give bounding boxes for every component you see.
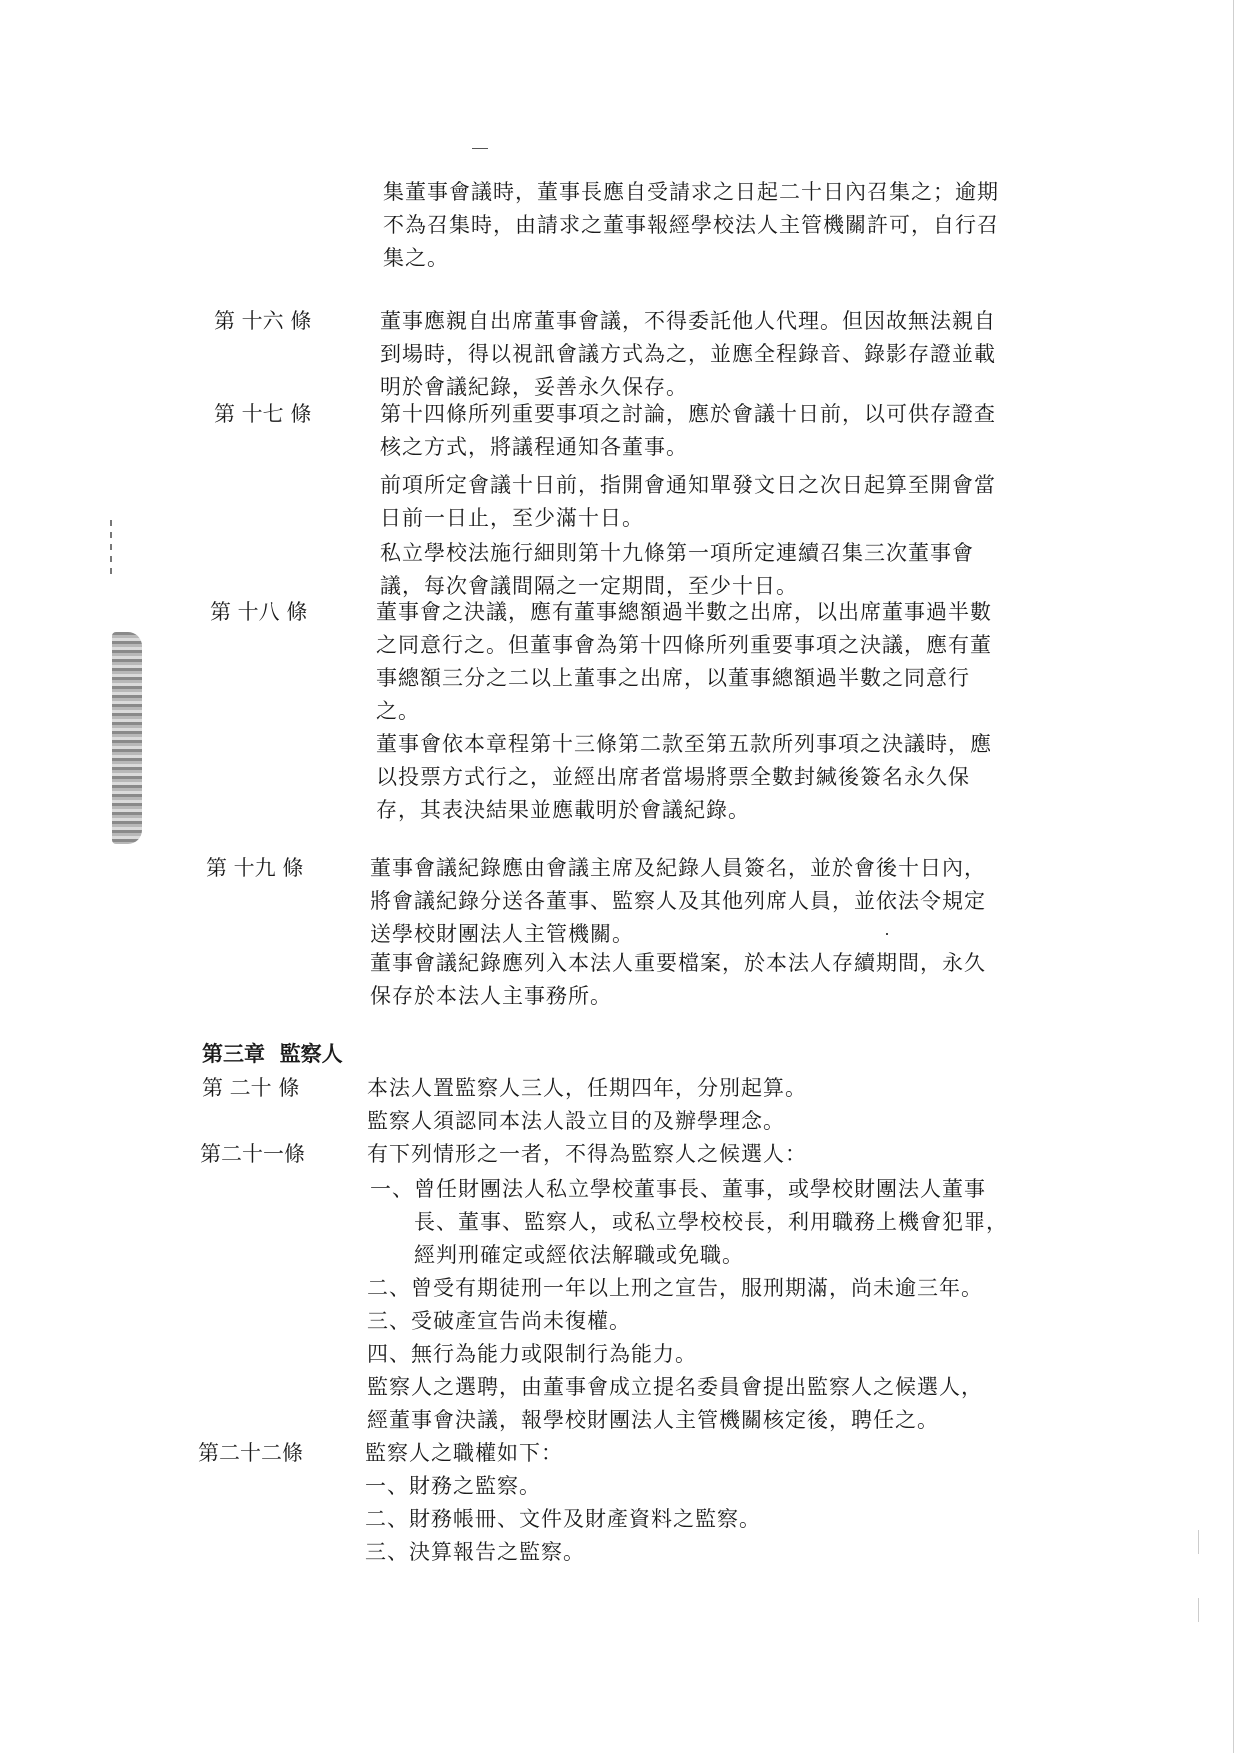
text-line: 第十四條所列重要事項之討論，應於會議十日前，以可供存證查 — [380, 402, 996, 426]
edge-tick-mark — [1198, 1598, 1199, 1622]
article-19-para-1 — [370, 852, 986, 951]
article-18-para-2 — [376, 728, 992, 827]
chapter-heading: 第三章 監察人 — [202, 1041, 343, 1066]
article-21-item-3: 三、受破產宣告尚未復權。 — [367, 1309, 631, 1333]
article-22-body — [365, 1437, 761, 1569]
text-line: 監察人須認同本法人設立目的及辦學理念。 — [367, 1109, 785, 1133]
text-line: 董事會之決議，應有董事總額過半數之出席，以出席董事過半數 — [376, 600, 992, 624]
article-16-body — [380, 305, 996, 404]
text-line: 以投票方式行之，並經出席者當場將票全數封緘後簽名永久保 — [376, 765, 970, 789]
article-21-item-2: 二、曾受有期徒刑一年以上刑之宣告，服刑期滿，尚未逾三年。 — [367, 1276, 983, 1300]
text-line: 議，每次會議間隔之一定期間，至少十日。 — [380, 574, 798, 598]
list-item: 一、財務之監察。 — [365, 1474, 541, 1498]
text-line: 將會議紀錄分送各董事、監察人及其他列席人員，並依法令規定 — [370, 889, 986, 913]
intro-paragraph — [383, 176, 999, 275]
text-line: 日前一日止，至少滿十日。 — [380, 506, 644, 530]
text-line: 董事應親自出席董事會議，不得委託他人代理。但因故無法親自 — [380, 309, 996, 333]
article-21-item-1-continued — [414, 1206, 1008, 1272]
text-line: 集之。 — [383, 246, 449, 270]
text-line: 董事會議紀錄應由會議主席及紀錄人員簽名，並於會後十日內， — [370, 856, 986, 880]
text-line: 董事會依本章程第十三條第二款至第五款所列事項之決議時，應 — [376, 732, 992, 756]
article-22-label: 第二十二條 — [198, 1441, 303, 1465]
binding-dash-mark — [110, 520, 112, 578]
article-21-closing — [367, 1371, 983, 1437]
article-21-item-1: 一、曾任財團法人私立學校董事長、董事，或學校財團法人董事 — [370, 1177, 986, 1201]
text-line: 本法人置監察人三人，任期四年，分別起算。 — [367, 1076, 807, 1100]
text-line: 董事會議紀錄應列入本法人重要檔案，於本法人存續期間，永久 — [370, 951, 986, 975]
article-16-label: 第 十六 條 — [214, 309, 312, 333]
text-line: 經判刑確定或經依法解職或免職。 — [414, 1243, 744, 1267]
article-21-label: 第二十一條 — [200, 1142, 305, 1166]
article-21-intro: 有下列情形之一者，不得為監察人之候選人： — [367, 1142, 807, 1166]
text-line: 集董事會議時，董事長應自受請求之日起二十日內召集之；逾期 — [383, 180, 999, 204]
article-21-item-4: 四、無行為能力或限制行為能力。 — [367, 1342, 697, 1366]
text-line: 事總額三分之二以上董事之出席，以董事總額過半數之同意行 — [376, 666, 970, 690]
article-17-para-1 — [380, 398, 996, 464]
text-line: 存，其表決結果並應載明於會議紀錄。 — [376, 798, 750, 822]
text-line: 保存於本法人主事務所。 — [370, 984, 612, 1008]
text-line: 之。 — [376, 699, 420, 723]
list-item: 三、決算報告之監察。 — [365, 1540, 585, 1564]
text-line: 前項所定會議十日前，指開會通知單發文日之次日起算至開會當 — [380, 473, 996, 497]
text-line: 經董事會決議，報學校財團法人主管機關核定後，聘任之。 — [367, 1408, 939, 1432]
binding-stamp-mark — [112, 632, 142, 844]
text-line: 不為召集時，由請求之董事報經學校法人主管機關許可，自行召 — [383, 213, 999, 237]
article-18-para-1 — [376, 596, 992, 728]
text-line: 監察人之職權如下： — [365, 1441, 563, 1465]
article-18-label: 第 十八 條 — [210, 600, 308, 624]
scan-mark — [472, 148, 488, 149]
list-item: 二、財務帳冊、文件及財產資料之監察。 — [365, 1507, 761, 1531]
article-20-label: 第 二十 條 — [202, 1076, 300, 1100]
article-20-body — [367, 1072, 807, 1138]
article-19-label: 第 十九 條 — [206, 856, 304, 880]
edge-tick-mark — [1198, 1530, 1199, 1554]
text-line: 明於會議紀錄，妥善永久保存。 — [380, 375, 688, 399]
article-17-label: 第 十七 條 — [214, 402, 312, 426]
text-line: 到場時，得以視訊會議方式為之，並應全程錄音、錄影存證並載 — [380, 342, 996, 366]
text-line: 長、董事、監察人，或私立學校校長，利用職務上機會犯罪， — [414, 1210, 1008, 1234]
text-line: 私立學校法施行細則第十九條第一項所定連續召集三次董事會 — [380, 541, 974, 565]
page-edge-line — [1233, 0, 1234, 1753]
text-line: 送學校財團法人主管機關。 — [370, 922, 634, 946]
article-17-para-3 — [380, 537, 974, 603]
article-19-para-2 — [370, 947, 986, 1013]
article-17-para-2 — [380, 469, 996, 535]
text-line: 之同意行之。但董事會為第十四條所列重要事項之決議，應有董 — [376, 633, 992, 657]
text-line: 核之方式，將議程通知各董事。 — [380, 435, 688, 459]
text-line: 監察人之選聘，由董事會成立提名委員會提出監察人之候選人， — [367, 1375, 983, 1399]
